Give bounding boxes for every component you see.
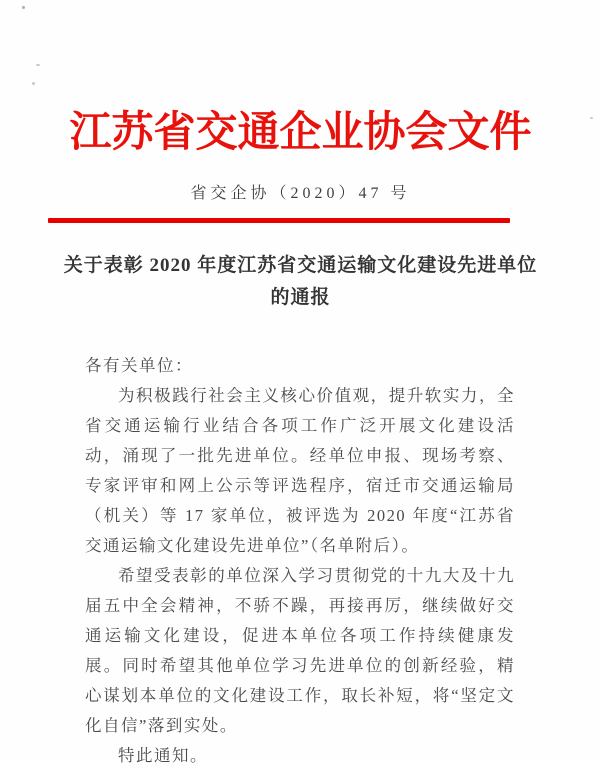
document-number: 省交企协（2020）47 号 <box>190 185 411 202</box>
scan-speck <box>32 82 35 85</box>
letterhead-title: 江苏省交通企业协会文件 <box>69 110 532 156</box>
document-title-line2: 的通报 <box>270 287 331 308</box>
scan-speck <box>22 6 25 9</box>
document-title <box>0 250 601 314</box>
scan-speck <box>590 117 593 119</box>
scan-speck <box>36 64 40 66</box>
closing-line: 特此通知。 <box>118 746 208 765</box>
body-paragraph: 希望受表彰的单位深入学习贯彻党的十九大及十九届五中全会精神，不骄不躁，再接再厉，继续做好交通运输文化建设，促进本单位各项工作持续健康发展。同时希望其他单位学习先进单位的创新经验，精心谋划本单位的文化建设工作，取长补短，将“坚定文化自信”落到实处。 <box>85 566 515 735</box>
body-paragraph: 为积极践行社会主义核心价值观，提升软实力，全省交通运输行业结合各项工作广泛开展文化建设活动，涌现了一批先进单位。经单位申报、现场考察、专家评审和网上公示等评选程序，宿迁市交通运输局（机关）等 17 家单位，被评选为 2020 年度“江苏省交通运输文化建设先进单位”（名单附后）。 <box>85 386 515 555</box>
document-body <box>85 351 515 771</box>
document-title-line1: 关于表彰 2020 年度江苏省交通运输文化建设先进单位 <box>63 255 538 276</box>
red-separator-rule <box>48 218 510 223</box>
salutation: 各有关单位： <box>85 356 193 375</box>
